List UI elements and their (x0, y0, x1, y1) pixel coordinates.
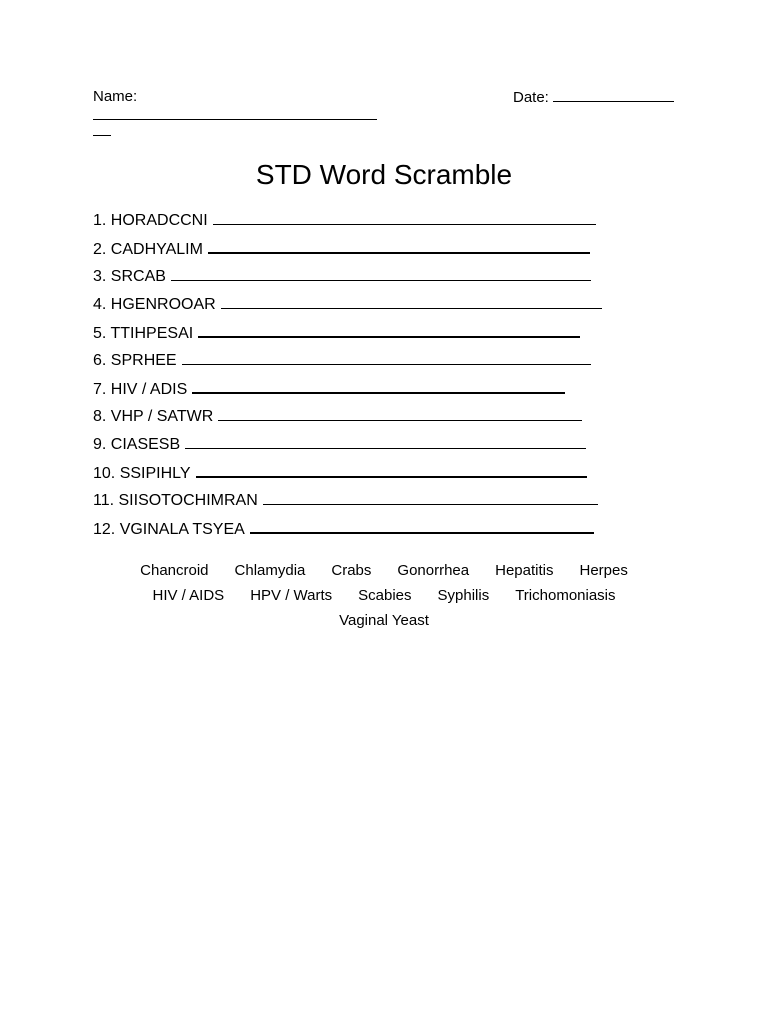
word-bank-item: Hepatitis (495, 562, 554, 579)
scrambled-word: 2. CADHYALIM (93, 241, 203, 258)
scrambled-word: 1. HORADCCNI (93, 212, 208, 229)
word-bank-row (93, 558, 675, 583)
scrambled-word: 7. HIV / ADIS (93, 381, 188, 398)
scrambled-word: 6. SPRHEE (93, 352, 177, 369)
word-bank-row (93, 608, 675, 633)
name-label: Name: (93, 88, 138, 105)
word-bank-item: Trichomoniasis (515, 587, 616, 604)
scramble-list (93, 210, 653, 546)
scrambled-word: 9. CIASESB (93, 436, 181, 453)
scramble-item (93, 462, 653, 490)
word-bank-item: Chlamydia (234, 562, 306, 579)
word-bank-item: Scabies (358, 587, 412, 604)
answer-blank-line[interactable] (250, 518, 594, 534)
worksheet-header (93, 87, 675, 147)
scramble-item (93, 350, 653, 378)
word-bank-item: Vaginal Yeast (339, 612, 429, 629)
scrambled-word: 12. VGINALA TSYEA (93, 521, 245, 538)
scramble-item (93, 210, 653, 238)
name-field[interactable] (93, 87, 383, 136)
answer-blank-line[interactable] (182, 350, 591, 365)
scrambled-word: 3. SRCAB (93, 268, 166, 285)
scramble-item (93, 518, 653, 546)
scramble-item (93, 322, 653, 350)
scramble-item (93, 434, 653, 462)
name-blank-line-continuation (93, 120, 111, 136)
answer-blank-line[interactable] (218, 406, 582, 421)
page-title: STD Word Scramble (255, 159, 513, 190)
scrambled-word: 8. VHP / SATWR (93, 408, 214, 425)
answer-blank-line[interactable] (221, 294, 602, 309)
word-bank-item: Gonorrhea (397, 562, 470, 579)
scrambled-word: 5. TTIHPESAI (93, 325, 194, 342)
scrambled-word: 4. HGENROOAR (93, 296, 216, 313)
scrambled-word: 10. SSIPIHLY (93, 465, 191, 482)
word-bank-item: Syphilis (437, 587, 490, 604)
word-bank-item: Crabs (331, 562, 372, 579)
date-label: Date: (513, 89, 549, 106)
answer-blank-line[interactable] (185, 434, 586, 449)
scramble-item (93, 238, 653, 266)
date-field[interactable] (513, 87, 674, 108)
date-blank-line[interactable] (553, 87, 674, 102)
answer-blank-line[interactable] (196, 462, 587, 478)
answer-blank-line[interactable] (171, 266, 591, 281)
word-bank-item: HIV / AIDS (152, 587, 225, 604)
word-bank-item: Chancroid (140, 562, 209, 579)
scrambled-word: 11. SIISOTOCHIMRAN (93, 492, 258, 509)
answer-blank-line[interactable] (192, 378, 565, 394)
answer-blank-line[interactable] (208, 238, 590, 254)
word-bank-item: HPV / Warts (250, 587, 333, 604)
scramble-item (93, 294, 653, 322)
answer-blank-line[interactable] (263, 490, 598, 505)
scramble-item (93, 378, 653, 406)
word-bank-item: Herpes (579, 562, 628, 579)
answer-blank-line[interactable] (213, 210, 596, 225)
scramble-item (93, 490, 653, 518)
scramble-item (93, 406, 653, 434)
scramble-item (93, 266, 653, 294)
word-bank-row (93, 583, 675, 608)
answer-blank-line[interactable] (198, 322, 580, 338)
name-blank-line[interactable] (93, 108, 377, 120)
word-bank (93, 558, 675, 633)
